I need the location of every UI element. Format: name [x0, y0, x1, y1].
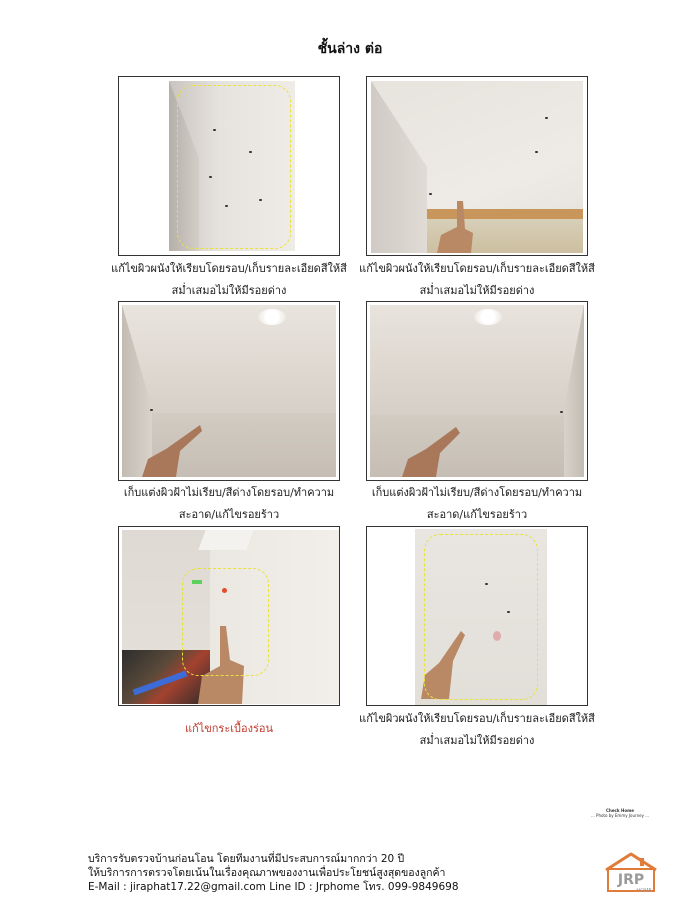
- pointing-hand-icon: [427, 199, 477, 253]
- pointing-hand-icon: [142, 423, 202, 477]
- photo-frame-1: [118, 76, 340, 256]
- footer-line-2: ให้บริการการตรวจโดยเน้นในเรื่องคุณภาพของงานเพื่อประโยชน์สูงสุดของลูกค้า: [88, 867, 446, 879]
- svg-text:HOME: HOME: [636, 888, 652, 894]
- svg-text:JRP: JRP: [617, 872, 645, 888]
- caption-1: แก้ไขผิวผนังให้เรียบโดยรอบ/เก็บรายละเอียดสีให้สี สม่ำเสมอไม่ให้มีรอยด่าง: [111, 262, 347, 297]
- footer-line-3: E-Mail : jiraphat17.22@gmail.com Line ID : Jrphome โทร. 099-9849698: [88, 881, 459, 893]
- ceiling-photo-4: [370, 305, 584, 477]
- photo-frame-5: [118, 526, 340, 706]
- wall-photo-2: [371, 81, 583, 253]
- caption-5: แก้ไขกระเบื้องร่อน: [184, 722, 274, 735]
- photo-frame-3: [118, 301, 340, 481]
- highlight-outline: [182, 568, 269, 676]
- caption-6: แก้ไขผิวผนังให้เรียบโดยรอบ/เก็บรายละเอียดสีให้สี สม่ำเสมอไม่ให้มีรอยด่าง: [359, 712, 595, 747]
- page-title: ชั้นล่าง ต่อ: [317, 41, 383, 57]
- photo-frame-6: [366, 526, 588, 706]
- caption-2: แก้ไขผิวผนังให้เรียบโดยรอบ/เก็บรายละเอียดสีให้สี สม่ำเสมอไม่ให้มีรอยด่าง: [359, 262, 595, 297]
- footer-line-1: บริการรับตรวจบ้านก่อนโอน โดยทีมงานที่มีประสบการณ์มากกว่า 20 ปี: [88, 853, 405, 865]
- watermark-stamp: Check Home ... Photo by Emmy Journey ...: [590, 808, 650, 818]
- photo-frame-2: [366, 76, 588, 256]
- caption-4: เก็บแต่งผิวฝ้าไม่เรียบ/สีด่างโดยรอบ/ทำความ สะอาด/แก้ไขรอยร้าว: [371, 486, 583, 521]
- caption-3: เก็บแต่งผิวฝ้าไม่เรียบ/สีด่างโดยรอบ/ทำความ สะอาด/แก้ไขรอยร้าว: [123, 486, 335, 521]
- highlight-outline: [424, 534, 538, 700]
- ceiling-photo-3: [122, 305, 336, 477]
- footer-contact: [88, 852, 459, 894]
- pointing-hand-icon: [400, 425, 460, 477]
- photo-frame-4: [366, 301, 588, 481]
- highlight-outline: [177, 85, 291, 249]
- jrp-home-logo: [600, 852, 662, 894]
